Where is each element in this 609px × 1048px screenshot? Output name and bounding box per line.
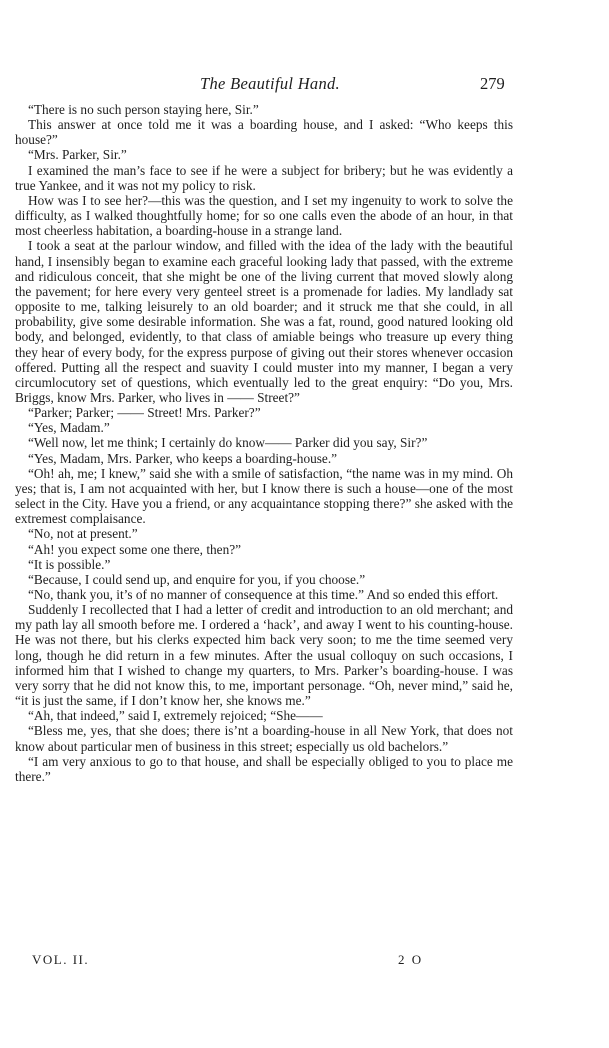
paragraph: “Parker; Parker; —— Street! Mrs. Parker?” [28, 405, 261, 421]
paragraph: “Ah! you expect some one there, then?” [28, 541, 242, 557]
paragraph: “Mrs. Parker, Sir.” [28, 147, 127, 163]
body-text [15, 102, 513, 784]
paragraph: “Bless me, yes, that she does; there is’nt a boarding-house in all New York, that does not know about particular men of business in this street; especially us old bachelors.” [15, 723, 513, 754]
paragraph: “It is possible.” [28, 556, 111, 572]
paragraph: Suddenly I recollected that I had a letter of credit and introduction to an old merchant; and my path lay all smooth before me. I ordered a ‘hack’, and away I went to his counting-house. He was not there, but his clerks expected him back very soon; to me the time seemed very long, though he did return in a few minutes. After the usual colloquy on such occasions, I informed him that I wished to change my quarters, to Mrs. Parker’s boarding-house. I was very sorry that he did not know this, to me, important personage. “Oh, never mind,” said he, “it is just the same, if I don’t know her, she knows me.” [15, 602, 513, 709]
page-number: 279 [480, 74, 505, 93]
paragraph: “Well now, let me think; I certainly do know—— Parker did you say, Sir?” [28, 435, 428, 451]
running-title: The Beautiful Hand. [200, 74, 340, 93]
paragraph: I took a seat at the parlour window, and filled with the idea of the lady with the beautiful hand, I insensibly began to examine each graceful looking lady that passed, with the extreme and ridiculous conceit, that she might be one of the living current that moved slowly along the pavement; for here every very genteel street is a promenade for ladies. My landlady sat opposite to me, talking leisurely to an old boarder; and it struck me that she could, in all probability, give some desirable information. She was a fat, round, good natured looking old body, and belonged, evidently, to that class of amiable beings who treasure up every thing they hear of every body, for the express purpose of giving out their stores whenever occasion offered. Putting all the respect and suavity I could muster into my manner, I began a very circumlocutory set of questions, which eventually led to the great enquiry: “Do you, Mrs. Briggs, know Mrs. Parker, who lives in —— Street?” [15, 238, 513, 405]
paragraph: How was I to see her?—this was the question, and I set my ingenuity to work to solve the difficulty, as I walked thoughtfully home; for so one calls even the abode of an hour, in that most cheerless habitation, a boarding-house in a strange land. [15, 192, 513, 239]
paragraph: “Yes, Madam, Mrs. Parker, who keeps a boarding-house.” [28, 450, 338, 466]
page-header [0, 74, 609, 98]
page-footer [32, 952, 462, 970]
paragraph: “There is no such person staying here, Sir.” [28, 102, 259, 117]
paragraph: “Ah, that indeed,” said I, extremely rejoiced; “She—— [28, 708, 323, 724]
paragraph: I examined the man’s face to see if he were a subject for bribery; but he was evidently a true Yankee, and it was not my policy to risk. [15, 162, 513, 193]
paragraph: “I am very anxious to go to that house, and shall be especially obliged to you to place me there.” [15, 753, 513, 784]
paragraph: “No, thank you, it’s of no manner of consequence at this time.” And so ended this effort. [28, 587, 499, 602]
paragraph: This answer at once told me it was a boarding house, and I asked: “Who keeps this house?” [15, 117, 513, 148]
volume-mark: VOL. II. [32, 952, 90, 967]
paragraph: “Because, I could send up, and enquire for you, if you choose.” [28, 571, 366, 587]
signature-mark: 2 O [398, 952, 424, 967]
paragraph: “Oh! ah, me; I knew,” said she with a smile of satisfaction, “the name was in my mind. Oh yes; that is, I am not acquainted with her, but I know there is such a house—one of the most select in the City. Have you a friend, or any acquaintance stopping there?” she asked with the extremest complaisance. [15, 465, 513, 527]
paragraph: “Yes, Madam.” [28, 420, 110, 436]
paragraph: “No, not at present.” [28, 526, 138, 542]
